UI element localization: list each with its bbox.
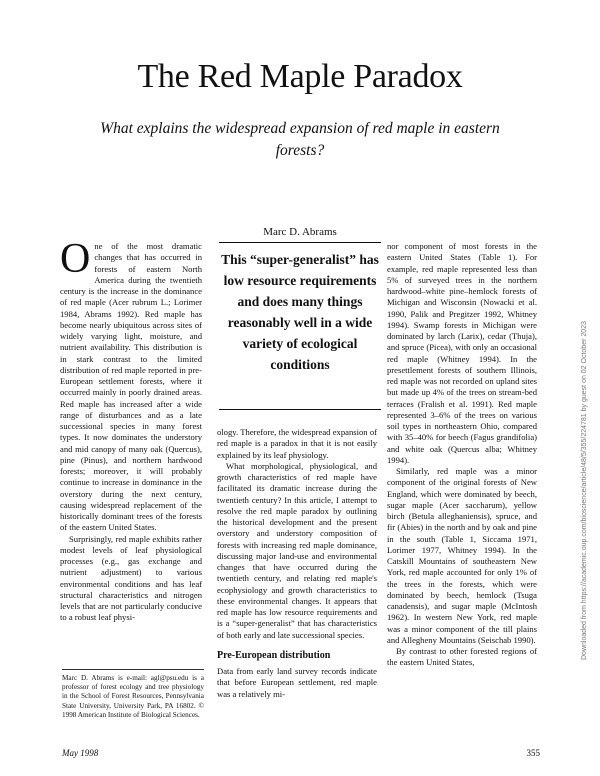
paragraph: What morphological, physiological, and growth characteristics of red maple have facilitated its dramatic increase during the twentieth century? In this article, I attempt to resolve the red maple paradox by outlining the historical development and the present overstory and understory composition of forests with increasing red maple dominance, discussing major land-use and environmental changes that have occurred during the twentieth century, and relating red maple's ecophysiology and growth characteristics to these environmental changes. It appears that red maple has low resource requirements and is a “super-generalist” that has characteristics of both early and late successional species.: [217, 460, 377, 640]
paragraph-text: ne of the most dramatic changes that has occurred in forests of eastern North America during the twentieth century is the increase in the dominance of red maple (Acer rubrum L.; Lorimer 1984, Abrams 1992). Red maple has become nearly ubiquitous across sites of widely varying light, moisture, and nutrient availability. This distribution is in stark contrast to the limited distribution of red maple reported in pre-European settlement forests, where it occurred mainly in poorly drained areas. Red maple has increased after a wide range of disturbances and as a late successional species in many forest types. It now dominates the understory and mid canopy of many oak (Quercus), pine (Pinus), and northern hardwood forests; moreover, it will probably continue to increase in dominance in the overstory during the next century, causing widespread replacement of the historically dominant trees of the forests of the eastern United States.: [60, 241, 202, 533]
text-column-3: [387, 241, 537, 669]
paragraph: nor component of most forests in the eastern United States (Table 1). For example, red maple represented less than 5% of surveyed trees in the northern hardwood–white pine–hemlock forests of Michigan and Wisconsin (Nowacki et al. 1990, Palik and Pregitzer 1992, Whitney 1994). Swamp forests in Michigan were dominated by larch (Larix), cedar (Thuja), and spruce (Picea), with only an occasional red maple (Whitney 1994). In the presettlement forests of southern Illinois, red maple was not recorded on upland sites but made up 4% of the trees on stream-bed terraces (Fralish et al. 1991). Red maple represented 3–6% of the trees on various soil types in northeastern Ohio, compared with 35–40% for beech (Fagus grandifolia) and white oak (Quercus alba; Whitney 1994).: [387, 241, 537, 465]
author-footnote: Marc D. Abrams is e-mail: agl@psu.edu is a professor of forest ecology and tree physiology in the School of Forest Resources, Pennsylvania State University, University Park, PA 16802. © 1998 American Institute of Biological Sciences.: [62, 669, 204, 720]
section-heading: Pre-European distribution: [217, 649, 331, 661]
pull-quote: This “super-generalist” has low resource requirements and does many things reasonably well in a wide variety of ecological conditions: [219, 242, 381, 410]
page-number: 355: [526, 748, 540, 758]
paragraph: By contrast to other forested regions of the eastern United States,: [387, 646, 537, 668]
author-name: Marc D. Abrams: [263, 226, 337, 238]
text-column-2: [217, 427, 377, 700]
article-subtitle: What explains the widespread expansion of red maple in eastern forests?: [100, 120, 500, 159]
opening-paragraph: [60, 236, 202, 534]
journal-date: May 1998: [62, 748, 99, 758]
paragraph: Surprisingly, red maple exhibits rather modest levels of leaf physiological processes (e.g., gas exchange and nutrient adjustment) to various environmental conditions and has leaf structural characteristics and nitrogen levels that are not particularly conducive to a robust leaf physi-: [60, 533, 202, 623]
download-watermark: [581, 180, 591, 660]
paragraph: ology. Therefore, the widespread expansion of red maple is a paradox in that it is not easily explained by its leaf physiology.: [217, 427, 377, 460]
text-column-1: [60, 236, 202, 624]
article-title: The Red Maple Paradox: [137, 58, 463, 95]
download-note-text: Downloaded from https://academic.oup.com/bioscience/article/48/5/355/224781 by guest on 02 October 2023: [581, 321, 588, 660]
paragraph: Data from early land survey records indicate that before European settlement, red maple was a relatively mi-: [217, 666, 377, 699]
paragraph: Similarly, red maple was a minor component of the original forests of New England, which were dominated by beech, sugar maple (Acer saccharum), yellow birch (Betula alleghaniensis), spruce, and fir (Abies) in the north and by oak and pine in the south (Table 1, Siccama 1971, Lorimer 1977, Whitney 1994). In the Catskill Mountains of southeastern New York, red maple accounted for only 1% of the trees in the forests, which were dominated by beech, hemlock (Tsuga canadensis), and sugar maple (McIntosh 1962). In western New York, red maple was a minor component of the till plains and Allegheny Mountains (Seischab 1990).: [387, 466, 537, 645]
drop-cap: O: [60, 236, 91, 282]
